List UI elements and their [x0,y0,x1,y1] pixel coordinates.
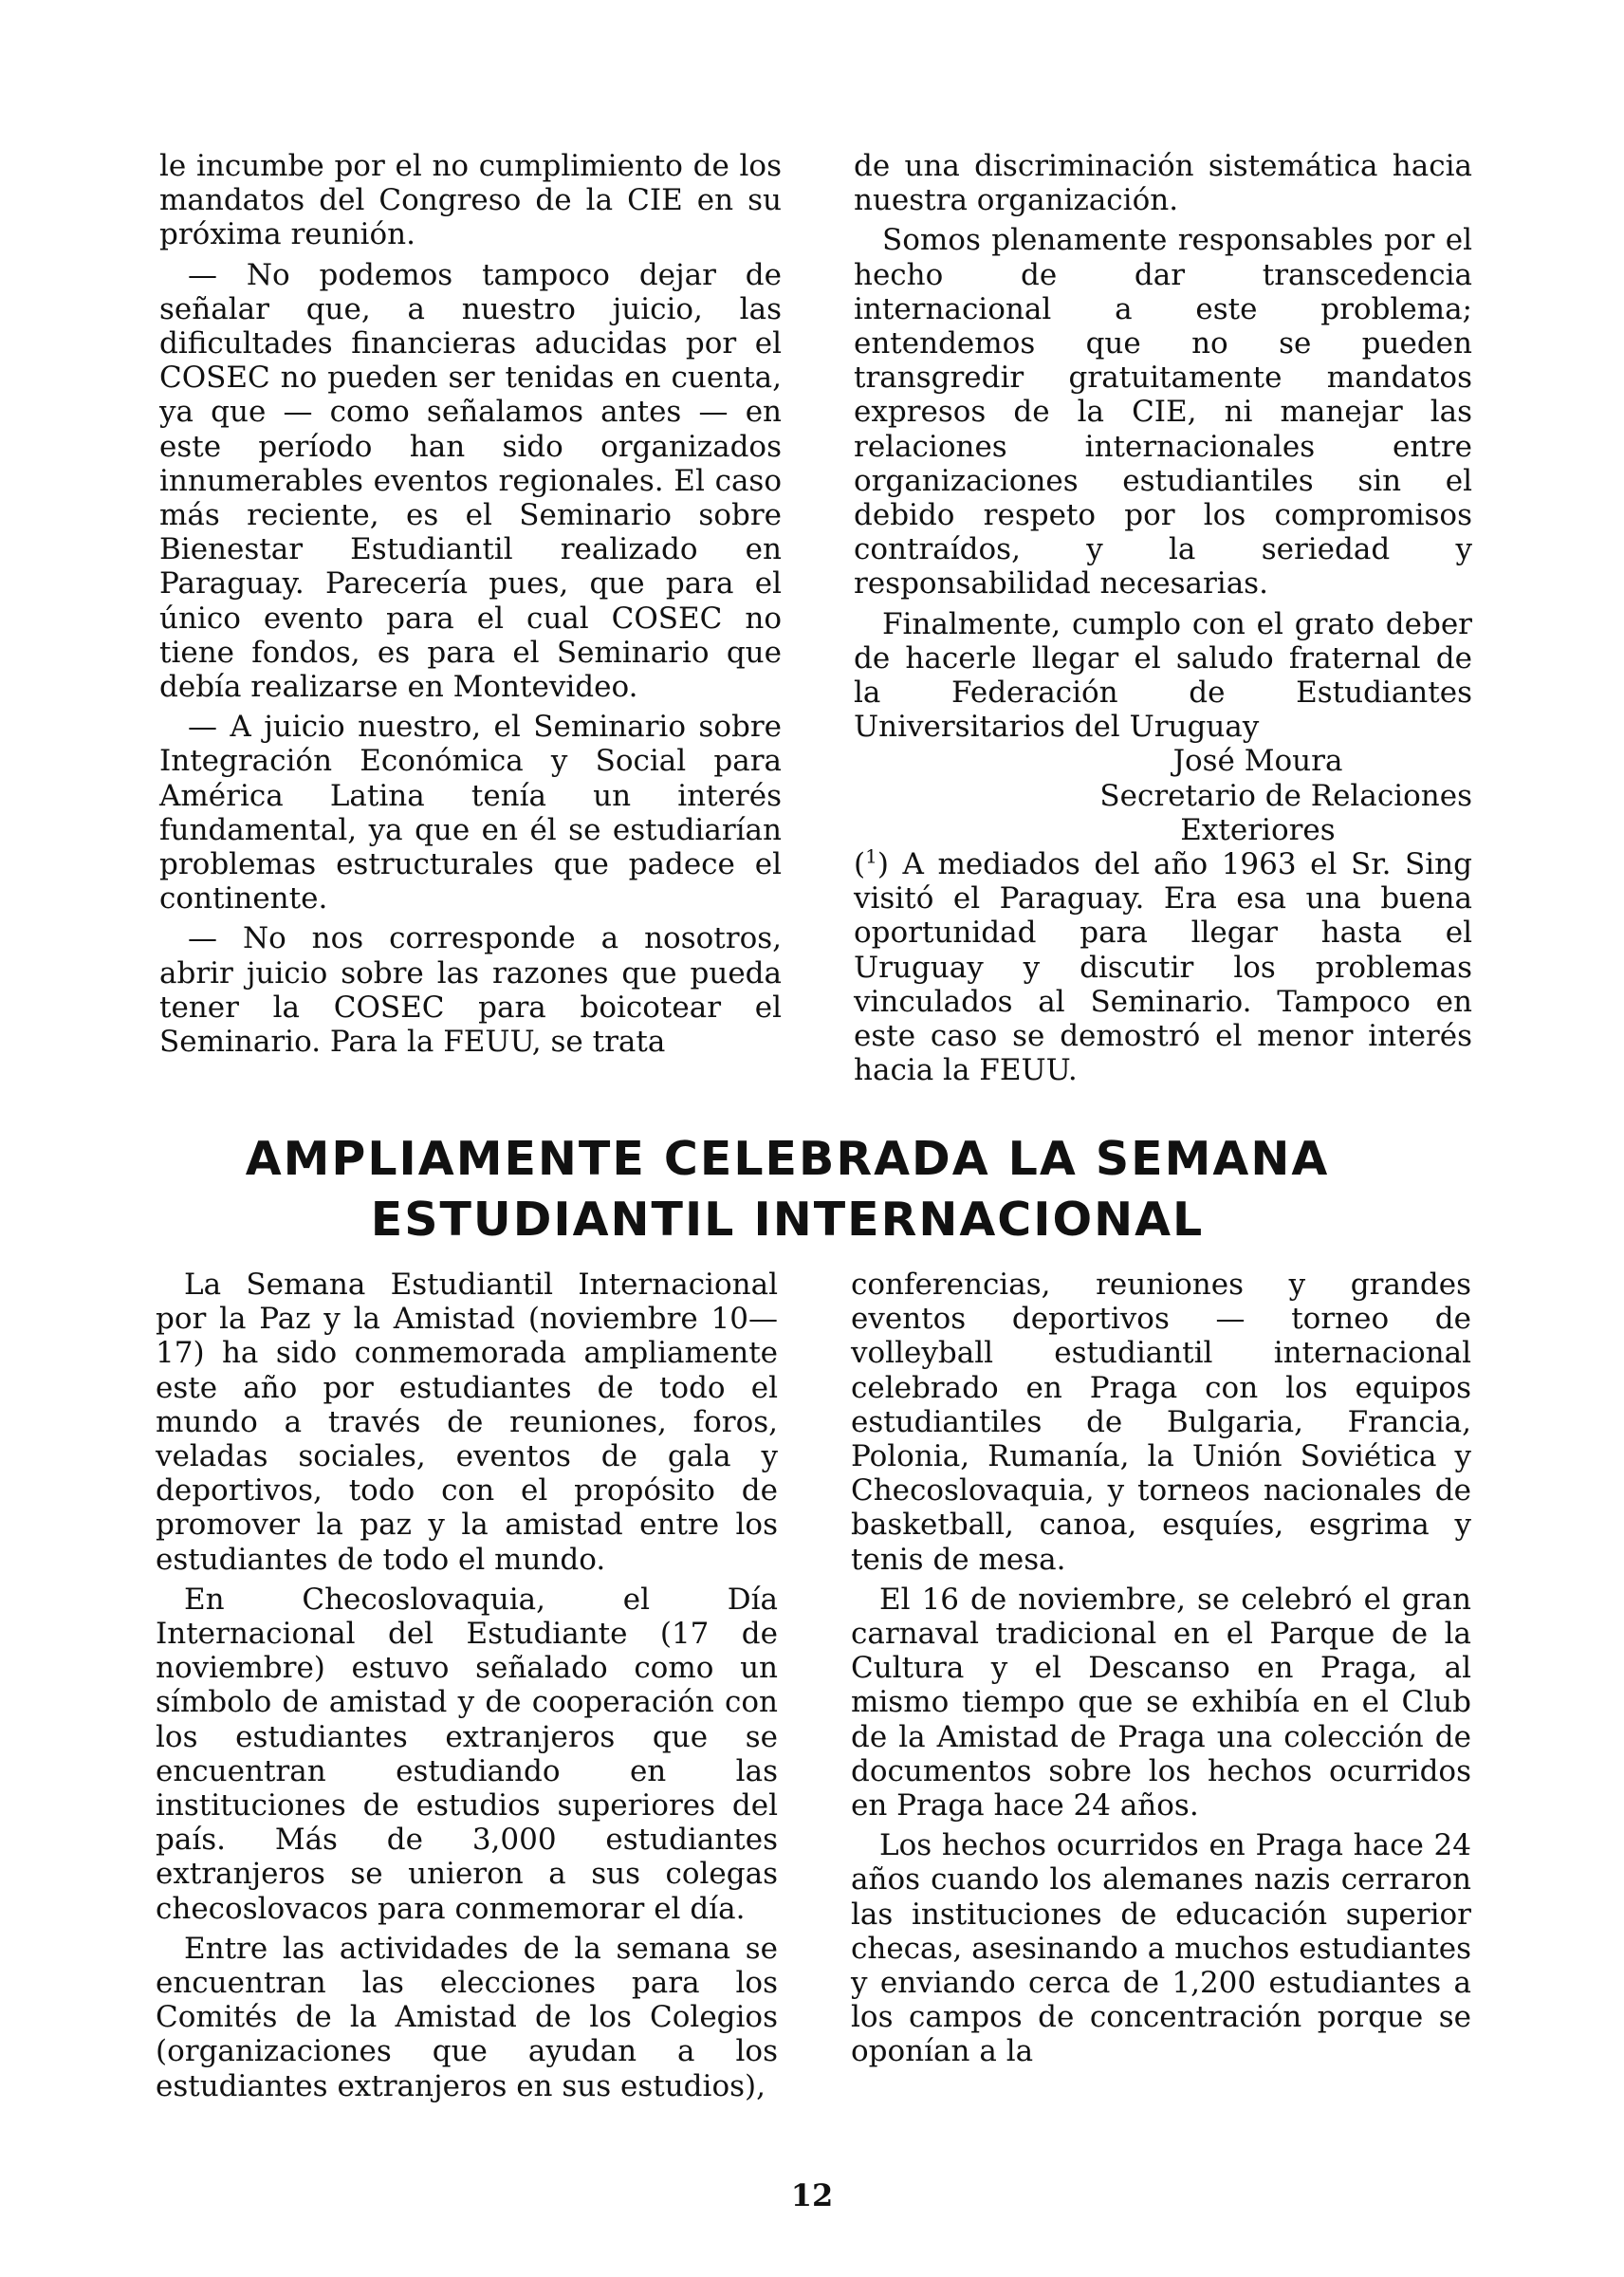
paragraph: En Checoslovaquia, el Día Internacional del Estudiante (17 de noviembre) estuvo señalado como un símbolo de amistad y de cooperación con los estudiantes extranjeros que se encuentran estudiando en las instituciones de estudios superiores del país. Más de 3,000 estudiantes extranjeros se unieron a sus colegas checoslovacos para conmemorar el día. [156,1582,778,1926]
signature-block [854,744,1472,847]
footnote-marker: 1 [865,844,877,868]
paragraph: Entre las actividades de la semana se encuentran las elecciones para los Comités de la Amistad de los Colegios (organizaciones que ayudan a los estudiantes extranjeros en sus estudios), [156,1931,778,2103]
footnote: ($^1$) A mediados del año 1963 el Sr. Sing visitó el Paraguay. Era esa una buena oportunidad para llegar hasta el Uruguay y discutir los problemas vinculados al Seminario. Tampoco en este caso se demostró el menor interés hacia la FEUU. [854,844,1472,1088]
article2-right-column [851,1268,1471,2069]
headline-line-1: AMPLIAMENTE CELEBRADA LA SEMANA [245,1132,1330,1186]
paragraph: le incumbe por el no cumplimiento de los mandatos del Congreso de la CIE en su próxima reunión. [159,149,782,252]
headline-line-2: ESTUDIANTIL INTERNACIONAL [370,1193,1205,1247]
page-number: 12 [790,2177,834,2213]
article2-left-column [156,1268,778,2103]
headline [171,1129,1404,1250]
signature-name: José Moura [1172,744,1343,779]
signature-title-continued: Exteriores [1180,812,1336,847]
paragraph: conferencias, reuniones y grandes eventos deportivos — torneo de volleyball estudiantil internacional celebrado en Praga con los equipos estudiantiles de Bulgaria, Francia, Polonia, Rumanía, la Unión Soviética y Checoslovaquia, y torneos nacionales de basketball, canoa, esquíes, esgrima y tenis de mesa. [851,1268,1471,1577]
paragraph: de una discriminación sistemática hacia nuestra organización. [854,149,1472,218]
article1-right-column [854,149,1472,1087]
paragraph: — No podemos tampoco dejar de señalar que, a nuestro juicio, las dificultades financieras aducidas por el COSEC no pueden ser tenidas en cuenta, ya que — como señalamos antes — en este período han sido organizados innumerables eventos regionales. El caso más reciente, es el Seminario sobre Bienestar Estudiantil realizado en Paraguay. Parecería pues, que para el único evento para el cual COSEC no tiene fondos, es para el Seminario que debía realizarse en Montevideo. [159,257,782,705]
paragraph: Somos plenamente responsables por el hecho de dar transcedencia internacional a este problema; entendemos que no se pueden transgredir gratuitamente mandatos expresos de la CIE, ni manejar las relaciones internacionales entre organizaciones estudiantiles sin el debido respeto por los compromisos contraídos, y la seriedad y responsabilidad necesarias. [854,223,1472,602]
paragraph: El 16 de noviembre, se celebró el gran carnaval tradicional en el Parque de la Cultura y el Descanso en Praga, al mismo tiempo que se exhibía en el Club de la Amistad de Praga una colección de documentos sobre los hechos ocurridos en Praga hace 24 años. [851,1582,1471,1823]
paragraph: Finalmente, cumplo con el grato deber de hacerle llegar el saludo fraternal de la Federación de Estudiantes Universitarios del Uruguay [854,606,1472,745]
paragraph: La Semana Estudiantil Internacional por la Paz y la Amistad (noviembre 10—17) ha sido conmemorada ampliamente este año por estudiantes de todo el mundo a través de reuniones, foros, veladas sociales, eventos de gala y deportivos, todo con el propósito de promover la paz y la amistad entre los estudiantes de todo el mundo. [156,1268,778,1577]
footnote-text: A mediados del año 1963 el Sr. Sing visitó el Paraguay. Era esa una buena oportunidad para llegar hasta el Uruguay y discutir los problemas vinculados al Seminario. Tampoco en este caso se demostró el menor interés hacia la FEUU. [854,847,1472,1088]
paragraph: — A juicio nuestro, el Seminario sobre Integración Económica y Social para América Latina tenía un interés fundamental, ya que en él se estudiarían problemas estructurales que padece el continente. [159,710,782,916]
article1-left-column [159,149,782,1059]
paragraph: Los hechos ocurridos en Praga hace 24 años cuando los alemanes nazis cerraron las instituciones de educación superior checas, asesinando a muchos estudiantes y enviando cerca de 1,200 estudiantes a los campos de concentración porque se oponían a la [851,1828,1471,2069]
paragraph: — No nos corresponde a nosotros, abrir juicio sobre las razones que pueda tener la COSEC para boicotear el Seminario. Para la FEUU, se trata [159,921,782,1060]
signature-title: Secretario de Relaciones [1099,778,1472,813]
